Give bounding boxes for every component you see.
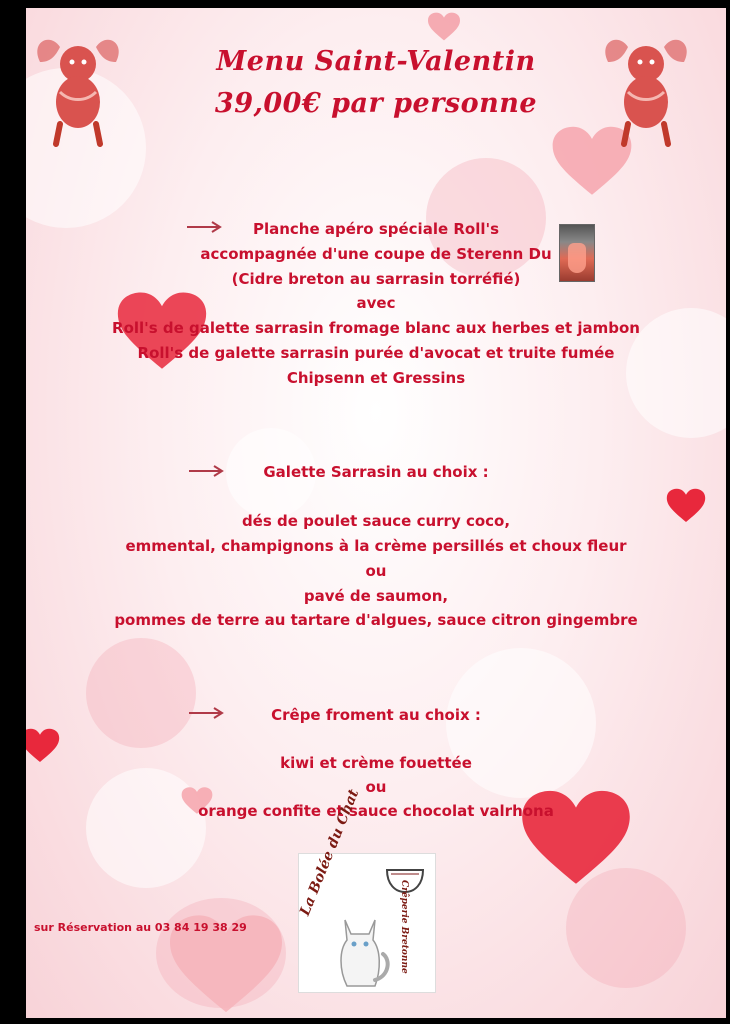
logo-name: La Bolée du Chat: [297, 787, 363, 918]
section-1-heading: Planche apéro spéciale Roll's: [252, 220, 500, 238]
menu-title: Menu Saint-Valentin: [216, 46, 536, 77]
menu-line: pavé de saumon,: [303, 587, 449, 605]
menu-line: (Cidre breton au sarrasin torréfié): [231, 270, 521, 288]
bokeh-light: [86, 638, 196, 748]
reservation-phone: sur Réservation au 03 84 19 38 29: [34, 921, 247, 934]
menu-line: dés de poulet sauce curry coco,: [241, 512, 511, 530]
logo-subtitle: Crêperie Bretonne: [399, 880, 409, 974]
menu-page: [26, 8, 726, 1018]
menu-line: emmental, champignons à la crème persillés et choux fleur: [125, 537, 627, 555]
section-3-heading: Crêpe froment au choix :: [271, 706, 481, 724]
section-2-heading: Galette Sarrasin au choix :: [263, 463, 489, 481]
menu-line: ou: [365, 562, 387, 580]
menu-price: 39,00€ par personne: [214, 88, 538, 119]
menu-line: Chipsenn et Gressins: [286, 369, 466, 387]
menu-line: orange confite et sauce chocolat valrhona: [198, 802, 554, 820]
menu-line: avec: [356, 294, 396, 312]
heart-icon: [414, 12, 474, 42]
cat-icon: [325, 910, 395, 992]
menu-line: pommes de terre au tartare d'algues, sauce citron gingembre: [114, 611, 638, 629]
cider-glass-photo: [559, 224, 595, 282]
menu-line: accompagnée d'une coupe de Sterenn Du: [200, 245, 552, 263]
menu-line: Roll's de galette sarrasin fromage blanc aux herbes et jambon: [112, 319, 640, 337]
menu-line: kiwi et crème fouettée: [280, 754, 472, 772]
menu-line: ou: [365, 778, 387, 796]
menu-line: Roll's de galette sarrasin purée d'avocat et truite fumée: [137, 344, 615, 362]
